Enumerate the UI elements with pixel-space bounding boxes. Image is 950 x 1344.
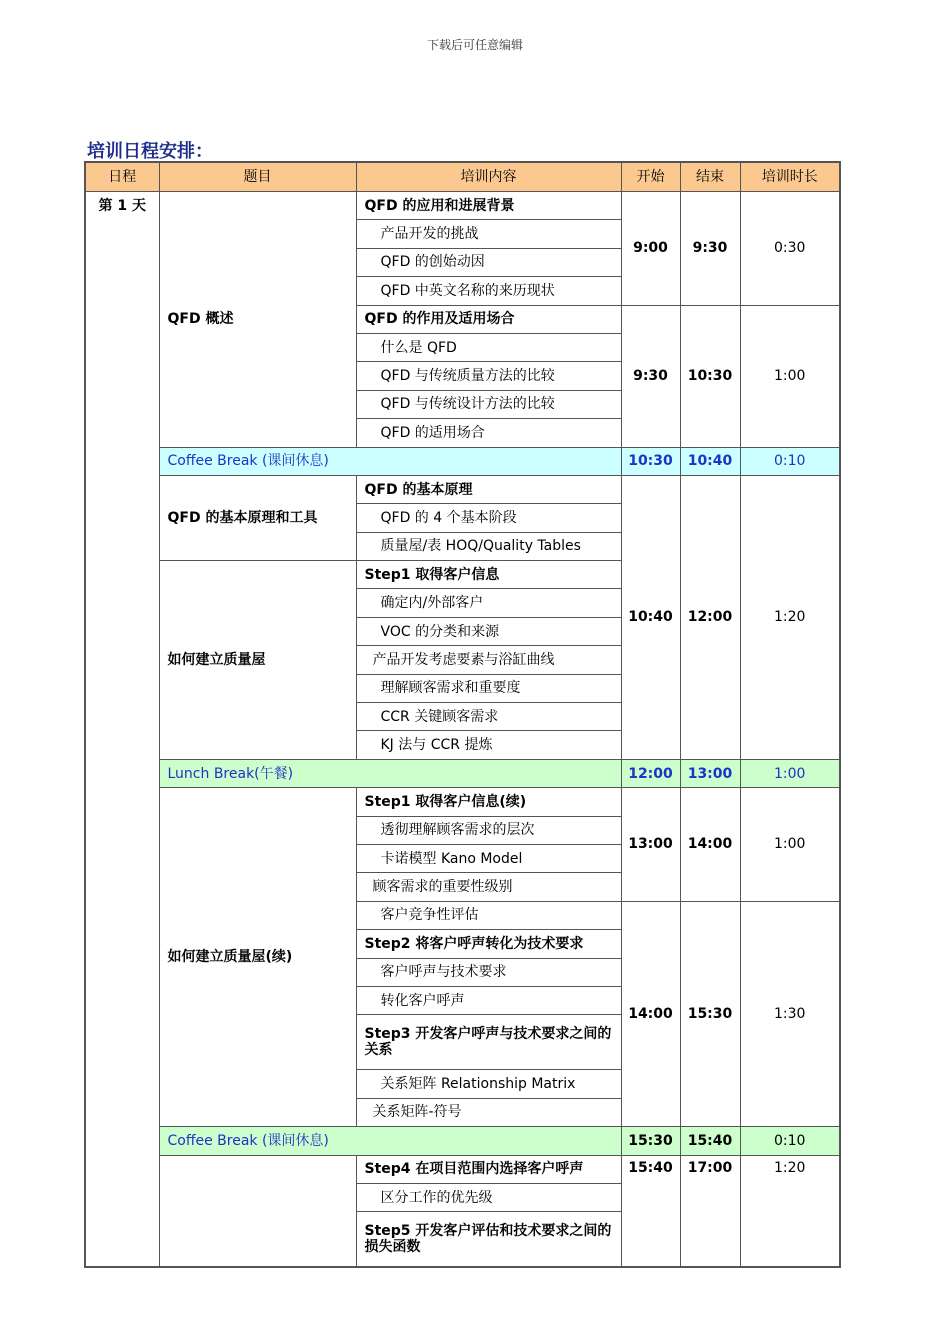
- page-header-note: 下载后可任意编辑: [426, 38, 523, 52]
- duration: 0:30: [740, 192, 840, 306]
- topic-cell: 如何建立质量屋: [159, 561, 356, 760]
- table-header-row: [85, 162, 840, 192]
- start-time: 15:40: [621, 1155, 680, 1267]
- content-item: 客户呼声与技术要求: [356, 958, 621, 986]
- topic-cell: QFD 的基本原理和工具: [159, 475, 356, 560]
- content-item: VOC 的分类和来源: [356, 617, 621, 645]
- content-item: 区分工作的优先级: [356, 1183, 621, 1211]
- content-item: CCR 关键顾客需求: [356, 703, 621, 731]
- break-start: 15:30: [621, 1127, 680, 1155]
- content-item: QFD 与传统设计方法的比较: [356, 390, 621, 418]
- end-time: 12:00: [680, 475, 740, 759]
- content-item: QFD 的 4 个基本阶段: [356, 504, 621, 532]
- duration: 1:30: [740, 901, 840, 1126]
- content-item: Step1 取得客户信息: [356, 561, 621, 589]
- end-time: 15:30: [680, 901, 740, 1126]
- content-item: QFD 的作用及适用场合: [356, 305, 621, 333]
- col-header-start: 开始: [621, 162, 680, 192]
- break-end: 15:40: [680, 1127, 740, 1155]
- content-item: 确定内/外部客户: [356, 589, 621, 617]
- table-row: [85, 475, 840, 503]
- content-item: 产品开发的挑战: [356, 220, 621, 248]
- content-item: 客户竞争性评估: [356, 901, 621, 929]
- content-item: Step3 开发客户呼声与技术要求之间的关系: [356, 1015, 621, 1070]
- content-item: 产品开发考虑要素与浴缸曲线: [356, 646, 621, 674]
- duration: 1:20: [740, 1155, 840, 1267]
- content-item: QFD 的适用场合: [356, 419, 621, 447]
- start-time: 13:00: [621, 788, 680, 902]
- content-item: QFD 与传统质量方法的比较: [356, 362, 621, 390]
- end-time: 9:30: [680, 192, 740, 306]
- content-item: 卡诺模型 Kano Model: [356, 844, 621, 872]
- break-end: 10:40: [680, 447, 740, 475]
- duration: 1:20: [740, 475, 840, 759]
- content-item: 关系矩阵-符号: [356, 1098, 621, 1126]
- col-header-end: 结束: [680, 162, 740, 192]
- content-item: Step1 取得客户信息(续): [356, 788, 621, 816]
- break-duration: 1:00: [740, 759, 840, 787]
- duration: 1:00: [740, 788, 840, 902]
- day-cell: 第 1 天: [85, 192, 159, 1268]
- start-time: 9:00: [621, 192, 680, 306]
- content-item: QFD 的应用和进展背景: [356, 192, 621, 220]
- end-time: 10:30: [680, 305, 740, 447]
- content-item: 透彻理解顾客需求的层次: [356, 816, 621, 844]
- content-item: 什么是 QFD: [356, 333, 621, 361]
- break-row: [85, 447, 840, 475]
- break-label: Coffee Break (课间休息): [159, 1127, 621, 1155]
- topic-cell: QFD 概述: [159, 192, 356, 448]
- col-header-day: 日程: [85, 162, 159, 192]
- content-item: 理解顾客需求和重要度: [356, 674, 621, 702]
- table-row: [85, 192, 840, 220]
- col-header-duration: 培训时长: [740, 162, 840, 192]
- col-header-topic: 题目: [159, 162, 356, 192]
- content-item: 转化客户呼声: [356, 986, 621, 1014]
- content-item: 质量屋/表 HOQ/Quality Tables: [356, 532, 621, 560]
- break-start: 12:00: [621, 759, 680, 787]
- content-item: Step4 在项目范围内选择客户呼声: [356, 1155, 621, 1183]
- content-item: Step2 将客户呼声转化为技术要求: [356, 930, 621, 958]
- break-duration: 0:10: [740, 447, 840, 475]
- content-item: 顾客需求的重要性级别: [356, 873, 621, 901]
- schedule-table: [84, 161, 841, 1268]
- break-label: Coffee Break (课间休息): [159, 447, 621, 475]
- content-item: Step5 开发客户评估和技术要求之间的损失函数: [356, 1212, 621, 1268]
- break-row: [85, 1127, 840, 1155]
- end-time: 14:00: [680, 788, 740, 902]
- content-item: QFD 中英文名称的来历现状: [356, 277, 621, 305]
- content-item: QFD 的创始动因: [356, 248, 621, 276]
- end-time: 17:00: [680, 1155, 740, 1267]
- start-time: 9:30: [621, 305, 680, 447]
- start-time: 10:40: [621, 475, 680, 759]
- start-time: 14:00: [621, 901, 680, 1126]
- content-item: KJ 法与 CCR 提炼: [356, 731, 621, 759]
- topic-cell: 如何建立质量屋(续): [159, 788, 356, 1127]
- break-label: Lunch Break(午餐): [159, 759, 621, 787]
- break-start: 10:30: [621, 447, 680, 475]
- break-end: 13:00: [680, 759, 740, 787]
- break-row: [85, 759, 840, 787]
- content-item: 关系矩阵 Relationship Matrix: [356, 1070, 621, 1098]
- topic-cell-empty: [159, 1155, 356, 1267]
- table-row: [85, 1155, 840, 1183]
- col-header-content: 培训内容: [356, 162, 621, 192]
- duration: 1:00: [740, 305, 840, 447]
- table-row: [85, 788, 840, 816]
- content-item: QFD 的基本原理: [356, 475, 621, 503]
- page-title: 培训日程安排：: [87, 141, 213, 162]
- break-duration: 0:10: [740, 1127, 840, 1155]
